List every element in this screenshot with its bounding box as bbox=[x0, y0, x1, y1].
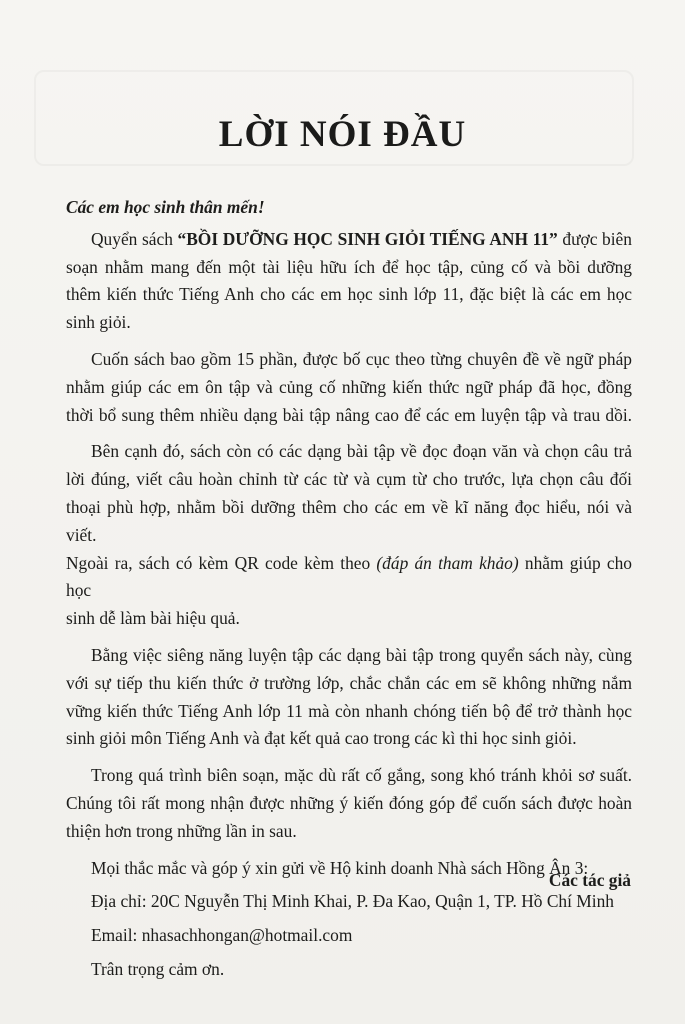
paragraph-line: Cuốn sách bao gồm 15 phần, được bố cục theo từng chuyên đề về ngữ pháp bbox=[91, 348, 632, 369]
paragraph-line: thoại phù hợp, nhằm bồi dưỡng thêm cho các em về kĩ năng đọc hiểu, nói và viết. bbox=[66, 496, 632, 545]
paragraph-structure bbox=[66, 346, 632, 429]
contact-address: Địa chỉ: 20C Nguyễn Thị Minh Khai, P. Đa Kao, Quận 1, TP. Hồ Chí Minh bbox=[91, 891, 614, 912]
paragraph-line: vững kiến thức Tiếng Anh lớp 11 mà còn nhanh chóng tiến bộ để trở thành học bbox=[66, 700, 632, 721]
paragraph-practice bbox=[66, 642, 632, 753]
contact-intro: Mọi thắc mắc và góp ý xin gửi về Hộ kinh doanh Nhà sách Hồng Ân 3: bbox=[91, 857, 589, 878]
paragraph-line: thời bổ sung thêm nhiều dạng bài tập nâng cao để các em luyện tập và trau dồi. bbox=[66, 404, 632, 425]
paragraph-line: Bằng việc siêng năng luyện tập các dạng bài tập trong quyển sách này, cùng bbox=[91, 644, 632, 665]
contact-email: Email: nhasachhongan@hotmail.com bbox=[91, 925, 353, 946]
paragraph-line: lời đúng, viết câu hoàn chỉnh từ các từ và cụm từ cho trước, lựa chọn câu đối bbox=[66, 469, 632, 490]
paragraph-line: thiện hơn trong những lần in sau. bbox=[66, 820, 297, 841]
paragraph-line bbox=[66, 550, 632, 606]
text-span: nhằm giúp cho học bbox=[66, 552, 632, 601]
paragraph-line: với sự tiếp thu kiến thức ở trường lớp, chắc chắn các em sẽ không những nắm bbox=[66, 672, 632, 693]
paragraph-line: soạn nhằm mang đến một tài liệu hữu ích để học tập, củng cố và bồi dưỡng bbox=[66, 256, 632, 277]
text-span: được biên bbox=[557, 228, 632, 249]
answer-key-note: (đáp án tham khảo) bbox=[376, 552, 519, 573]
text-span: Ngoài ra, sách có kèm QR code kèm theo bbox=[66, 552, 377, 573]
paragraph-line: Chúng tôi rất mong nhận được những ý kiến đóng góp để cuốn sách được hoàn bbox=[66, 792, 632, 813]
paragraph-intro bbox=[66, 226, 632, 337]
paragraph-line: Trong quá trình biên soạn, mặc dù rất cố gắng, song khó tránh khỏi sơ suất. bbox=[91, 765, 632, 786]
paragraph-exercises bbox=[66, 438, 632, 633]
paragraph-line: sinh dễ làm bài hiệu quả. bbox=[66, 608, 240, 629]
greeting: Các em học sinh thân mến! bbox=[66, 197, 265, 217]
paragraph-line: sinh giỏi. bbox=[66, 312, 131, 333]
book-title: “BỒI DƯỠNG HỌC SINH GIỎI TIẾNG ANH 11” bbox=[177, 228, 558, 249]
paragraph-line bbox=[66, 226, 632, 254]
paragraph-line: thêm kiến thức Tiếng Anh cho các em học sinh lớp 11, đặc biệt là các em học bbox=[66, 284, 632, 305]
paragraph-line: Bên cạnh đó, sách còn có các dạng bài tập về đọc đoạn văn và chọn câu trả bbox=[91, 441, 632, 462]
contact-info bbox=[66, 855, 632, 984]
page-title: LỜI NÓI ĐẦU bbox=[218, 114, 467, 155]
paragraph-line: nhằm giúp các em ôn tập và củng cố những kiến thức ngữ pháp đã học, đồng bbox=[66, 376, 632, 397]
preface-body bbox=[66, 194, 632, 990]
text-span: Quyển sách bbox=[91, 228, 178, 249]
paragraph-line: sinh giỏi môn Tiếng Anh và đạt kết quả cao trong các kì thi học sinh giỏi. bbox=[66, 728, 577, 749]
paragraph-feedback bbox=[66, 762, 632, 845]
closing-thanks: Trân trọng cảm ơn. bbox=[91, 958, 225, 979]
signature: Các tác giả bbox=[548, 870, 631, 890]
